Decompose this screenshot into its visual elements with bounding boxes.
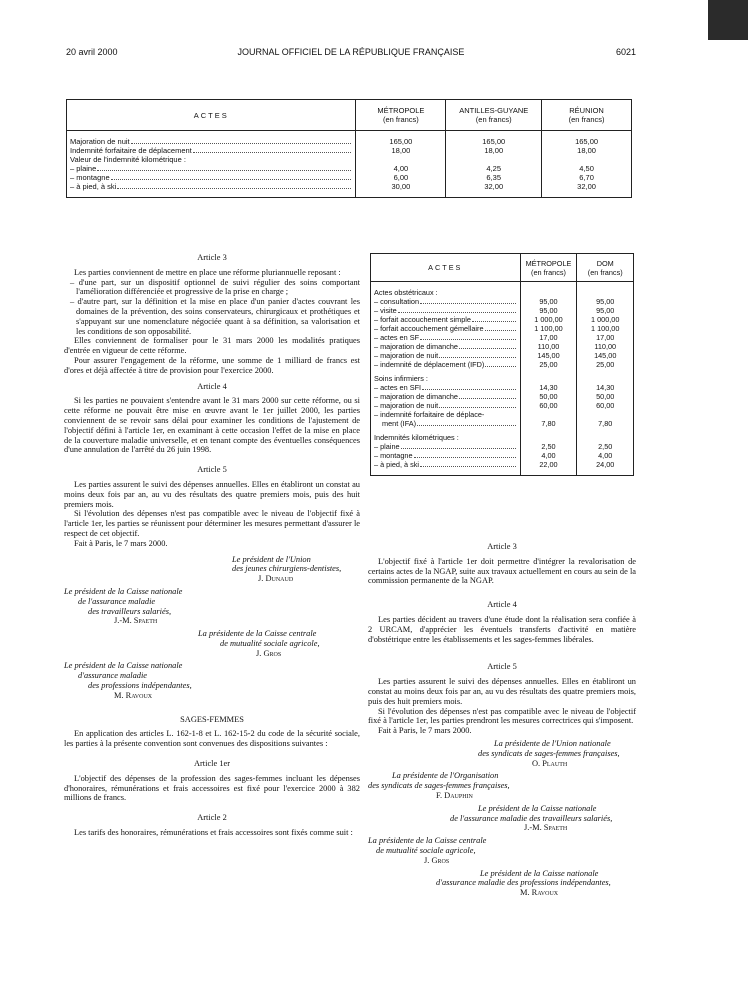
value-cell: 60,00 [577, 401, 634, 410]
row-label-cell [371, 315, 521, 324]
row-label: – visite [374, 306, 397, 315]
dot-leader [472, 321, 516, 322]
signature-title: La présidente de la Caisse centrale [198, 629, 317, 639]
value-cell [520, 410, 577, 419]
paragraph: Si l'évolution des dépenses n'est pas compatible avec le niveau de l'objectif fixé à l'article 1er, les parties se réunissent pour déterminer les mesures permettant d'assurer le respect de cet objectif. [64, 509, 360, 538]
signature-block [368, 804, 636, 833]
value-cell: 25,00 [577, 360, 634, 369]
signature-name: J. Gros [256, 648, 282, 658]
value-cell: 60,00 [520, 401, 577, 410]
table-row [371, 315, 634, 324]
table-row [67, 173, 632, 182]
paragraph: Pour assurer l'engagement de la réforme, une somme de 1 milliard de francs est d'ores et déjà affectée à titre de provision pour l'exercice 2000. [64, 355, 360, 375]
row-label: – consultation [374, 297, 420, 306]
row-label-cell [67, 173, 356, 182]
header-page-number: 6021 [615, 47, 636, 57]
signature-title: d'assurance maladie des professions indépendantes, [436, 878, 611, 888]
value-cell: 14,30 [577, 383, 634, 392]
value-cell [446, 155, 542, 164]
table-row [371, 392, 634, 401]
value-cell: 7,80 [577, 419, 634, 428]
value-cell [520, 374, 577, 383]
row-label: – majoration de nuit [374, 351, 439, 360]
row-label: – majoration de nuit [374, 401, 439, 410]
dot-leader [401, 448, 516, 449]
signature-title: Le président de l'Union [232, 554, 311, 564]
signature-block [368, 836, 636, 865]
row-label: – forfait accouchement gémellaire [374, 324, 484, 333]
row-label: – à pied, à ski [374, 460, 420, 469]
signature-block [368, 739, 636, 768]
table-row [371, 297, 634, 306]
page-corner-mark [708, 0, 748, 40]
table-row [371, 324, 634, 333]
value-cell: 145,00 [520, 351, 577, 360]
section-heading: SAGES-FEMMES [180, 714, 244, 724]
dot-leader [420, 339, 516, 340]
header-journal: JOURNAL OFFICIEL DE LA RÉPUBLIQUE FRANÇAISE [237, 47, 465, 57]
paragraph: Les tarifs des honoraires, rémunérations et frais accessoires sont fixés comme suit : [74, 828, 353, 838]
signature-title: La présidente de l'Union nationale [494, 738, 611, 748]
dot-leader [97, 170, 351, 171]
page-header [66, 47, 636, 61]
signature-name: O. Plauth [532, 758, 568, 768]
paragraph: Si les parties ne pouvaient s'entendre avant le 31 mars 2000 sur cette réforme, ou si cette réforme ne pouvait être mise en œuvre avant le 1er juillet 2000, les parties conviennent de se revoir sans délai pour examiner les conditions de l'ajustement de l'objectif défini à l'article 1er, en examinant à cette occasion l'effet de la mise en place de la couverture maladie universelle, et en tenant compte des éventuelles conséquences d'une annulation de l'arrêté du 26 juin 1998. [64, 396, 360, 455]
table-row [67, 164, 632, 173]
paragraph: Si l'évolution des dépenses n'est pas compatible avec le niveau de l'objectif fixé à l'article 1er, les parties prendront les mesures correctrices qui s'imposent. [368, 706, 636, 726]
value-cell [577, 433, 634, 442]
row-label: – montagne [374, 451, 413, 460]
paragraph: Les parties décident au travers d'une étude dont la réalisation sera confiée à 2 URCAM, d'apprécier les éventuels transferts d'activité en matière d'obstétrique entre les établissements et les sages-femmes libérales. [368, 614, 636, 644]
signature-title: Le président de la Caisse nationale [480, 868, 599, 878]
dot-leader [420, 466, 516, 467]
table-row [371, 460, 634, 469]
article-heading: Article 4 [197, 381, 227, 391]
value-cell [577, 374, 634, 383]
signature-title: Le président de la Caisse nationale [64, 586, 183, 596]
table-row [67, 146, 632, 155]
row-label-cell [371, 460, 521, 469]
row-label-cell [371, 360, 521, 369]
signature-block [64, 587, 360, 626]
row-label: – indemnité forfaitaire de déplace- [374, 410, 485, 419]
row-label: Majoration de nuit [70, 137, 130, 146]
paragraph: L'objectif fixé à l'article 1er doit permettre d'intégrer la revalorisation de certains actes de la NGAP, suite aux travaux actuellement en cours au sein de la commission permanente de la NGAP. [368, 556, 636, 586]
value-cell: 110,00 [577, 342, 634, 351]
paragraph: Les parties assurent le suivi des dépenses annuelles. Elles en établiront un constat au moins deux fois par an, au vu des résultats des quatre premiers mois, puis des huit premiers mois. [368, 677, 636, 706]
list-item: – d'autre part, sur la définition et la mise en place d'un panier d'actes couvrant les domaines de la prévention, des soins conservateurs, chirurgicaux et prothétiques et s'appuyant sur une nomenclature négociée quant à sa définition, sa valorisation et les conditions de son opposabilité. [70, 297, 360, 336]
dot-leader [398, 312, 516, 313]
row-label: Valeur de l'indemnité kilométrique : [70, 155, 186, 164]
tariff-table-1 [66, 99, 632, 198]
value-cell: 30,00 [356, 182, 446, 191]
row-label-cell [67, 155, 356, 164]
paragraph: Fait à Paris, le 7 mars 2000. [378, 726, 472, 736]
paragraph: Les parties assurent le suivi des dépenses annuelles. Elles en établiront un constat au moins deux fois par an, au vu des résultats des quatre premiers mois, puis des huit premiers mois. [64, 479, 360, 509]
row-label-cell [371, 433, 521, 442]
row-label: – plaine [70, 164, 97, 173]
row-label-cell [371, 282, 521, 298]
signature-title: de mutualité sociale agricole, [220, 638, 320, 648]
row-label: – à pied, à ski [70, 182, 117, 191]
value-cell: 25,00 [520, 360, 577, 369]
value-cell: 1 100,00 [520, 324, 577, 333]
dot-leader [417, 425, 515, 426]
value-cell: 95,00 [520, 297, 577, 306]
row-label: – majoration de dimanche [374, 392, 458, 401]
value-cell: 95,00 [577, 297, 634, 306]
value-cell: 4,00 [356, 164, 446, 173]
row-label: – plaine [374, 442, 400, 451]
signature-title: des jeunes chirurgiens-dentistes, [232, 564, 342, 574]
article-heading: Article 2 [197, 813, 227, 823]
value-cell: 7,80 [520, 419, 577, 428]
signature-block [64, 661, 360, 700]
value-cell: 14,30 [520, 383, 577, 392]
value-cell: 1 000,00 [577, 315, 634, 324]
paragraph: Les parties conviennent de mettre en place une réforme pluriannuelle reposant : [74, 267, 341, 277]
right-column [368, 536, 636, 898]
value-cell: 17,00 [577, 333, 634, 342]
article-heading: Article 5 [487, 662, 517, 672]
row-label-cell [371, 410, 521, 419]
signature-block [64, 555, 360, 584]
table-row [371, 374, 634, 383]
signature-name: J. Gros [424, 855, 450, 865]
table-row [371, 351, 634, 360]
row-label-cell [371, 306, 521, 315]
column-header: MÉTROPOLE (en francs) [356, 100, 446, 131]
value-cell: 110,00 [520, 342, 577, 351]
dot-leader [459, 348, 516, 349]
column-header: DOM (en francs) [577, 254, 634, 282]
value-cell [520, 433, 577, 442]
left-column [64, 247, 360, 838]
table-row [371, 360, 634, 369]
dot-leader [485, 330, 516, 331]
value-cell: 50,00 [520, 392, 577, 401]
row-label-cell [67, 164, 356, 173]
value-cell: 4,25 [446, 164, 542, 173]
dot-leader [439, 357, 515, 358]
dot-leader [414, 457, 516, 458]
value-cell [542, 155, 632, 164]
value-cell: 4,00 [520, 451, 577, 460]
value-cell: 2,50 [520, 442, 577, 451]
column-header: MÉTROPOLE (en francs) [520, 254, 577, 282]
value-cell: 4,00 [577, 451, 634, 460]
value-cell: 145,00 [577, 351, 634, 360]
signature-block [368, 869, 636, 898]
table-row [371, 419, 634, 428]
row-label-cell [371, 342, 521, 351]
table-row [371, 342, 634, 351]
signature-title: des professions indépendantes, [88, 681, 192, 691]
value-cell: 22,00 [520, 460, 577, 469]
signature-name: J.-M. Spaeth [524, 823, 568, 833]
table-row [371, 451, 634, 460]
value-cell [577, 282, 634, 298]
value-cell: 32,00 [542, 182, 632, 191]
row-label-cell [371, 324, 521, 333]
value-cell: 32,00 [446, 182, 542, 191]
value-cell [520, 282, 577, 298]
dot-leader [422, 389, 515, 390]
paragraph: En application des articles L. 162-1-8 et L. 162-15-2 du code de la sécurité sociale, les parties à la présente convention sont convenues des dispositions suivantes : [64, 729, 360, 749]
table-row [371, 401, 634, 410]
row-label-cell [371, 383, 521, 392]
table-row [371, 433, 634, 442]
row-label: – actes en SF [374, 333, 420, 342]
signature-title: Le président de la Caisse nationale [478, 803, 597, 813]
table-row [67, 155, 632, 164]
row-label-cell [371, 442, 521, 451]
signature-name: F. Dauphin [436, 790, 473, 800]
dot-leader [439, 407, 515, 408]
row-label: Actes obstétricaux : [374, 288, 438, 297]
table-row [371, 410, 634, 419]
signature-title: de mutualité sociale agricole, [376, 845, 476, 855]
value-cell: 17,00 [520, 333, 577, 342]
paragraph: Fait à Paris, le 7 mars 2000. [74, 538, 168, 548]
article-heading: Article 3 [197, 253, 227, 262]
value-cell: 1 100,00 [577, 324, 634, 333]
row-label: ment (IFA) [382, 419, 417, 428]
value-cell: 1 000,00 [520, 315, 577, 324]
signature-name: M. Ravoux [520, 888, 559, 898]
dot-leader [459, 398, 516, 399]
value-cell: 6,35 [446, 173, 542, 182]
dot-leader [111, 179, 352, 180]
row-label: – indemnité de déplacement (IFD) [374, 360, 485, 369]
signature-title: des syndicats de sages-femmes françaises, [478, 748, 620, 758]
article-heading: Article 1er [193, 759, 231, 769]
dot-leader [193, 152, 352, 153]
signature-title: La présidente de la Caisse centrale [368, 836, 487, 846]
signature-name: M. Ravoux [114, 690, 153, 700]
signature-title: de l'assurance maladie [78, 596, 156, 606]
header-date: 20 avril 2000 [66, 47, 118, 57]
signature-title: La présidente de l'Organisation [392, 771, 499, 781]
table-row [371, 282, 634, 298]
dot-leader [485, 366, 515, 367]
table-row [67, 131, 632, 147]
article-heading: Article 4 [487, 600, 517, 610]
row-label-cell [371, 297, 521, 306]
tariff-table-2 [370, 253, 634, 476]
dot-leader [117, 188, 351, 189]
value-cell: 165,00 [356, 131, 446, 147]
row-label: – majoration de dimanche [374, 342, 458, 351]
table-row [371, 306, 634, 315]
column-header-actes: ACTES [371, 254, 521, 282]
signature-block [368, 771, 636, 800]
list-item: – d'une part, sur un dispositif optionnel de suivi régulier des soins comportant l'amélioration différenciée et progressive de la prise en charge ; [70, 277, 360, 297]
article-heading: Article 5 [197, 465, 227, 475]
value-cell: 6,70 [542, 173, 632, 182]
table-row [371, 383, 634, 392]
row-label-cell [67, 146, 356, 155]
value-cell: 165,00 [542, 131, 632, 147]
row-label-cell [371, 451, 521, 460]
row-label-cell [371, 401, 521, 410]
row-label-cell [371, 392, 521, 401]
dot-leader [420, 303, 516, 304]
row-label-cell [371, 351, 521, 360]
signature-name: J.-M. Spaeth [114, 616, 158, 626]
table-row [371, 442, 634, 451]
row-label: – forfait accouchement simple [374, 315, 471, 324]
value-cell: 18,00 [542, 146, 632, 155]
row-label-cell [371, 374, 521, 383]
value-cell: 18,00 [446, 146, 542, 155]
value-cell: 95,00 [520, 306, 577, 315]
value-cell: 6,00 [356, 173, 446, 182]
row-label: – actes en SFI [374, 383, 422, 392]
row-label-cell [371, 333, 521, 342]
paragraph: Elles conviennent de formaliser pour le 31 mars 2000 les modalités pratiques d'entrée en vigueur de cette réforme. [64, 336, 360, 356]
row-label-cell [67, 182, 356, 191]
row-label: Soins infirmiers : [374, 374, 428, 383]
dot-leader [131, 143, 352, 144]
value-cell [577, 410, 634, 419]
signature-title: d'assurance maladie [78, 671, 148, 681]
value-cell: 2,50 [577, 442, 634, 451]
signature-title: des syndicats de sages-femmes françaises, [368, 781, 510, 791]
signature-block [64, 629, 360, 658]
row-label: Indemnité forfaitaire de déplacement [70, 146, 192, 155]
value-cell: 24,00 [577, 460, 634, 469]
row-label: – montagne [70, 173, 110, 182]
row-label-cell [67, 131, 356, 147]
article-heading: Article 3 [487, 542, 517, 551]
signature-title: de l'assurance maladie des travailleurs salariés, [450, 813, 613, 823]
column-header: ANTILLES-GUYANE (en francs) [446, 100, 542, 131]
bullet-list [64, 278, 360, 337]
value-cell: 165,00 [446, 131, 542, 147]
value-cell: 4,50 [542, 164, 632, 173]
row-label: Indemnités kilométriques : [374, 433, 459, 442]
paragraph: L'objectif des dépenses de la profession des sages-femmes incluant les dépenses d'honoraires, rémunérations et frais accessoires est fixé pour l'exercice 2000 à 382 millions de francs. [64, 773, 360, 803]
signature-name: J. Dunaud [258, 574, 294, 584]
value-cell [356, 155, 446, 164]
column-header: RÉUNION (en francs) [542, 100, 632, 131]
value-cell: 95,00 [577, 306, 634, 315]
table-row [67, 182, 632, 191]
signature-title: Le président de la Caisse nationale [64, 661, 183, 671]
row-label-cell [371, 419, 521, 428]
value-cell: 18,00 [356, 146, 446, 155]
signature-title: des travailleurs salariés, [88, 606, 172, 616]
column-header-actes: ACTES [67, 100, 356, 131]
value-cell: 50,00 [577, 392, 634, 401]
table-row [371, 333, 634, 342]
